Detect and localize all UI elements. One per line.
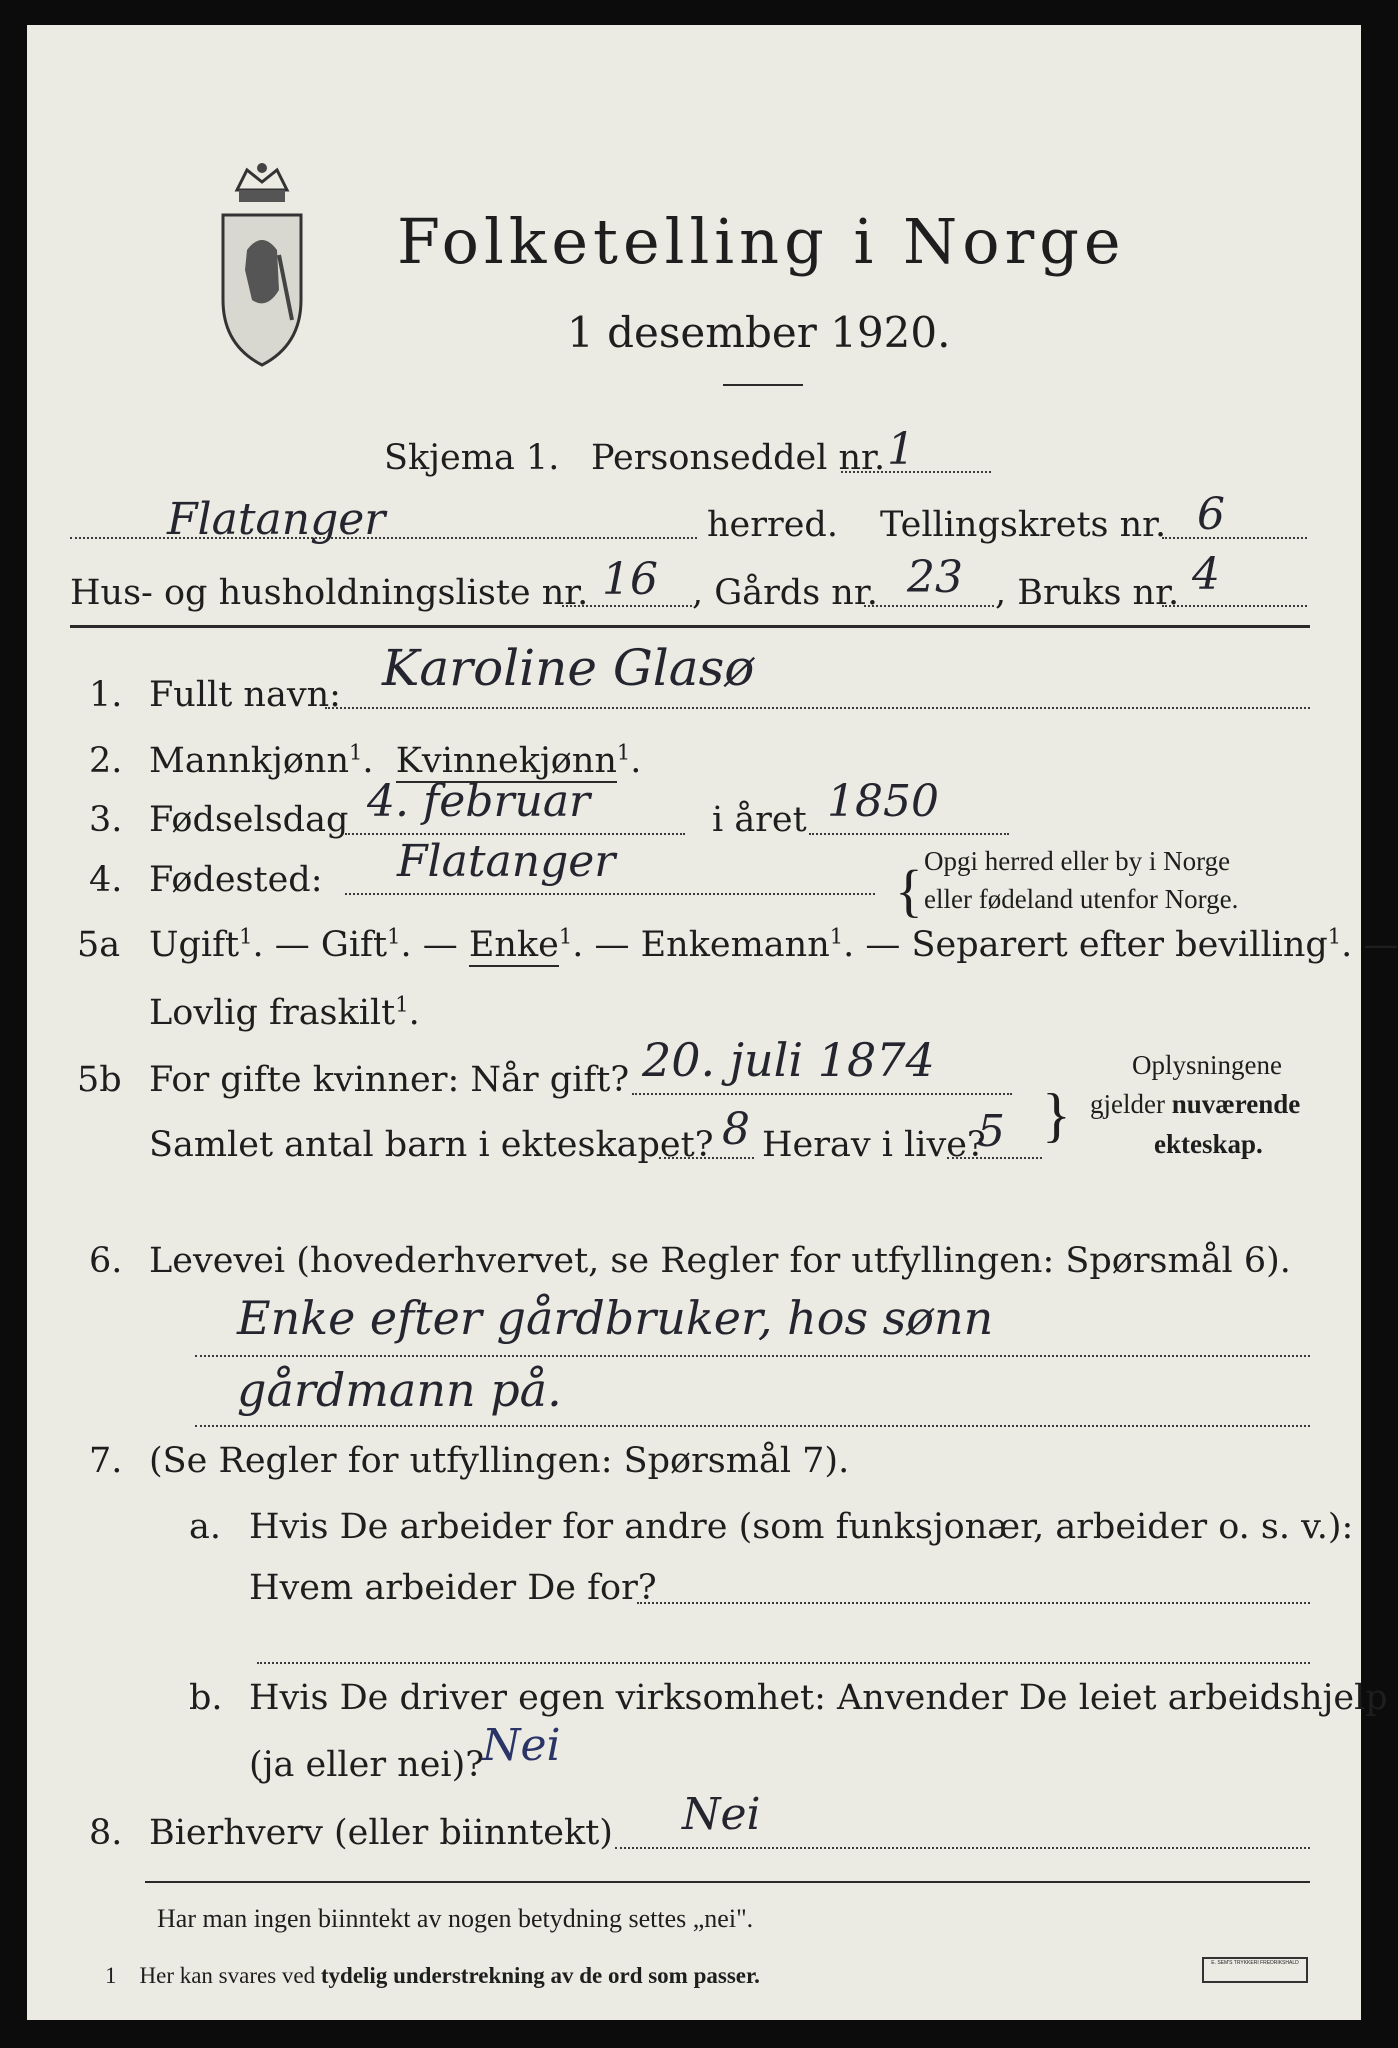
census-form bbox=[27, 25, 1398, 2020]
ugift-option[interactable]: Ugift bbox=[149, 925, 240, 965]
q8-line bbox=[615, 1847, 1310, 1849]
barn-label: Samlet antal barn i ekteskapet? bbox=[149, 1125, 714, 1165]
q7b-line2: (ja eller nei)? bbox=[249, 1745, 485, 1785]
mannkjonn-option[interactable]: Mannkjønn bbox=[149, 741, 350, 781]
q4-line bbox=[345, 893, 875, 895]
q4-brace: { bbox=[895, 858, 923, 923]
q8-number: 8. bbox=[89, 1813, 123, 1853]
q3-number: 3. bbox=[89, 800, 123, 840]
footnote: 1 Her kan svares ved tydelig understrekning av de ord som passer. bbox=[105, 1963, 760, 1988]
personseddel-label: Personseddel nr. bbox=[591, 438, 886, 478]
husliste-value[interactable]: 16 bbox=[602, 554, 658, 605]
gards-line bbox=[864, 605, 994, 607]
bruks-label: , Bruks nr. bbox=[995, 573, 1180, 613]
q7b-line1: Hvis De driver egen virksomhet: Anvender De leiet arbeidshjelp bbox=[249, 1678, 1388, 1718]
q7-number: 7. bbox=[89, 1441, 123, 1481]
personseddel-line bbox=[841, 471, 991, 473]
q3-value[interactable]: 4. februar bbox=[367, 776, 591, 827]
q7b-value[interactable]: Nei bbox=[482, 1720, 561, 1771]
husliste-label: Hus- og husholdningsliste nr. bbox=[70, 573, 589, 613]
q5b-brace: } bbox=[1042, 1082, 1071, 1148]
schema-label: Skjema 1. bbox=[384, 438, 560, 478]
enkemann-option[interactable]: Enkemann bbox=[640, 925, 830, 965]
q7b-number: b. bbox=[189, 1678, 223, 1718]
tellingskrets-value[interactable]: 6 bbox=[1197, 489, 1225, 540]
q2-options: Mannkjønn$^1$. Kvinnekjønn$^1$. bbox=[149, 740, 642, 781]
ilive-label: Herav i live? bbox=[762, 1125, 986, 1165]
fraskilt-option[interactable]: Lovlig fraskilt bbox=[149, 993, 396, 1033]
herred-value[interactable]: Flatanger bbox=[167, 494, 386, 545]
aret-line bbox=[809, 833, 1009, 835]
herred-label: herred. bbox=[707, 505, 838, 545]
q7a-line2: Hvem arbeider De for? bbox=[249, 1568, 657, 1608]
tellingskrets-label: Tellingskrets nr. bbox=[880, 505, 1167, 545]
q4-label: Fødested: bbox=[149, 860, 323, 900]
tellingskrets-line bbox=[1162, 537, 1307, 539]
form-title: Folketelling i Norge bbox=[397, 205, 1126, 278]
q3-line bbox=[345, 833, 685, 835]
separert-option[interactable]: Separert efter bevilling bbox=[911, 925, 1328, 965]
q8-value[interactable]: Nei bbox=[682, 1789, 761, 1840]
q1-number: 1. bbox=[89, 675, 123, 715]
q4-note-line2: eller fødeland utenfor Norge. bbox=[924, 884, 1239, 914]
ilive-line bbox=[947, 1157, 1042, 1159]
q5b-number: 5b bbox=[77, 1060, 122, 1100]
q7a-line1: Hvis De arbeider for andre (som funksjonær, arbeider o. s. v.): bbox=[249, 1507, 1354, 1547]
q7a-answer-line2[interactable] bbox=[257, 1662, 1310, 1664]
note-separator bbox=[145, 1881, 1310, 1883]
q6-value-line2[interactable]: gårdmann på. bbox=[237, 1363, 562, 1417]
q5a-options-line2: Lovlig fraskilt$^1$. bbox=[149, 992, 420, 1033]
printer-stamp: E. SEM'S TRYKKERI FREDRIKSHALD bbox=[1202, 1957, 1308, 1983]
kvinnekjonn-option[interactable]: Kvinnekjønn bbox=[395, 741, 617, 781]
title-divider bbox=[723, 384, 803, 386]
q1-line bbox=[325, 707, 1310, 709]
gards-label: , Gårds nr. bbox=[692, 573, 878, 613]
q4-number: 4. bbox=[89, 860, 123, 900]
q8-label: Bierhverv (eller biinntekt) bbox=[149, 1813, 613, 1853]
husliste-line bbox=[562, 605, 692, 607]
q6-line1 bbox=[195, 1355, 1310, 1357]
q5b-label: For gifte kvinner: Når gift? bbox=[149, 1060, 630, 1100]
biinntekt-note: Har man ingen biinntekt av nogen betydning settes „nei". bbox=[157, 1904, 754, 1933]
q1-label: Fullt navn: bbox=[149, 675, 341, 715]
bruks-value[interactable]: 4 bbox=[1192, 549, 1220, 600]
gards-value[interactable]: 23 bbox=[907, 552, 963, 603]
q7-label: (Se Regler for utfyllingen: Spørsmål 7). bbox=[149, 1441, 850, 1481]
barn-line bbox=[659, 1157, 754, 1159]
q7a-answer-line1[interactable] bbox=[637, 1602, 1310, 1604]
barn-value[interactable]: 8 bbox=[722, 1104, 750, 1155]
norway-coat-of-arms-icon bbox=[217, 160, 307, 370]
q5b-value[interactable]: 20. juli 1874 bbox=[642, 1033, 935, 1087]
header-separator bbox=[70, 625, 1310, 628]
census-date: 1 desember 1920. bbox=[567, 308, 951, 357]
q7a-number: a. bbox=[189, 1507, 221, 1547]
q6-number: 6. bbox=[89, 1241, 123, 1281]
gift-option[interactable]: Gift bbox=[320, 925, 388, 965]
q1-value[interactable]: Karoline Glasø bbox=[382, 639, 755, 697]
q5a-number: 5a bbox=[77, 925, 121, 965]
q6-line2 bbox=[195, 1425, 1310, 1427]
q5a-options-line1: Ugift$^1$. — Gift$^1$. — Enke$^1$. — Enkemann$^1$. — Separert efter bevilling$^1$. — bbox=[149, 924, 1398, 965]
q4-note-line1: Opgi herred eller by i Norge bbox=[924, 846, 1231, 876]
ilive-value[interactable]: 5 bbox=[977, 1106, 1005, 1157]
personseddel-value[interactable]: 1 bbox=[887, 424, 915, 475]
enke-option[interactable]: Enke bbox=[468, 925, 559, 965]
q6-value-line1[interactable]: Enke efter gårdbruker, hos sønn bbox=[237, 1291, 994, 1345]
q5b-note-line3: ekteskap. bbox=[1154, 1129, 1263, 1159]
q5b-line bbox=[632, 1093, 1012, 1095]
aret-label: i året bbox=[712, 800, 807, 840]
q5b-note-line1: Oplysningene bbox=[1132, 1050, 1282, 1080]
q4-value[interactable]: Flatanger bbox=[397, 836, 616, 887]
footnote-mark: 1 bbox=[105, 1963, 117, 1988]
q2-number: 2. bbox=[89, 741, 123, 781]
q3-label: Fødselsdag bbox=[149, 800, 349, 840]
bruks-line bbox=[1162, 605, 1307, 607]
q6-label: Levevei (hovederhvervet, se Regler for utfyllingen: Spørsmål 6). bbox=[149, 1241, 1291, 1281]
aret-value[interactable]: 1850 bbox=[827, 776, 939, 827]
q5b-note-line2: gjelder nuværende bbox=[1090, 1089, 1301, 1119]
